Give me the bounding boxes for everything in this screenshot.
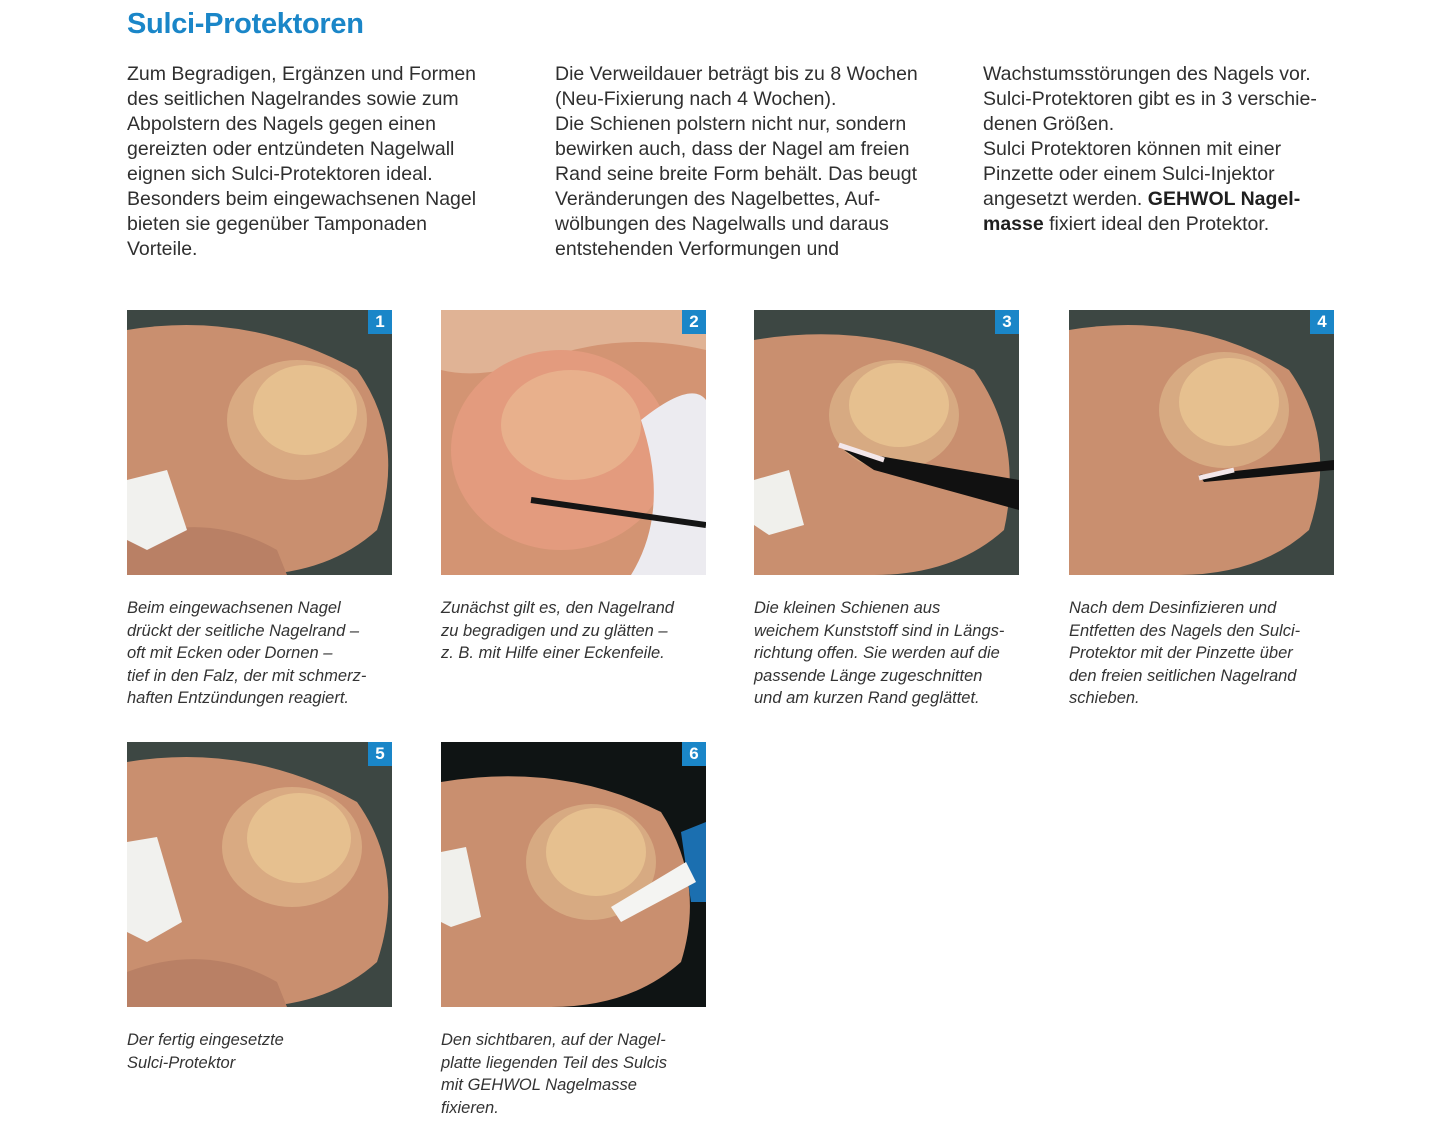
step-photo-6 <box>441 742 706 1007</box>
toe-nail-image <box>441 310 706 575</box>
caption-line: platte liegenden Teil des Sulcis <box>441 1053 667 1072</box>
caption-line: fixieren. <box>441 1098 499 1117</box>
product-name-bold: GEHWOL Nagel- <box>1147 188 1301 210</box>
caption-line: Protektor mit der Pinzette über <box>1069 644 1293 662</box>
intro-line: fixiert ideal den Protektor. <box>1043 213 1270 235</box>
intro-line: Vorteile. <box>127 238 198 260</box>
intro-line: gereizten oder entzündeten Nagelwall <box>127 138 455 160</box>
step-number-badge: 4 <box>1310 310 1334 334</box>
step-caption-6 <box>441 1029 731 1119</box>
intro-line: wölbungen des Nagelwalls und daraus <box>555 213 889 235</box>
caption-line: und am kurzen Rand geglättet. <box>754 689 980 707</box>
product-name-bold: masse <box>983 213 1044 235</box>
caption-line: weichem Kunststoff sind in Längs- <box>754 621 1005 640</box>
intro-column-2 <box>555 62 975 262</box>
caption-line: passende Länge zugeschnitten <box>754 666 983 685</box>
intro-column-1 <box>127 62 547 262</box>
step-photo-2 <box>441 310 706 575</box>
intro-line: Die Schienen polstern nicht nur, sondern <box>555 113 907 135</box>
intro-line: Abpolstern des Nagels gegen einen <box>127 113 436 135</box>
intro-line: Veränderungen des Nagelbettes, Auf- <box>555 188 881 210</box>
intro-line: denen Größen. <box>983 113 1115 135</box>
step-number-badge: 6 <box>682 742 706 766</box>
caption-line: Beim eingewachsenen Nagel <box>127 599 341 617</box>
step-photo-4 <box>1069 310 1334 575</box>
caption-line: haften Entzündungen reagiert. <box>127 689 350 707</box>
intro-line: Wachstumsstörungen des Nagels vor. <box>983 63 1311 85</box>
step-number-badge: 5 <box>368 742 392 766</box>
intro-line: angesetzt werden. <box>983 188 1143 210</box>
caption-line: oft mit Ecken oder Dornen – <box>127 644 333 662</box>
caption-line: Sulci-Protektor <box>127 1053 236 1072</box>
intro-line: des seitlichen Nagelrandes sowie zum <box>127 88 459 110</box>
step-number-badge: 2 <box>682 310 706 334</box>
intro-line: Rand seine breite Form behält. Das beugt <box>555 163 918 185</box>
step-photo-3 <box>754 310 1019 575</box>
step-caption-1 <box>127 597 417 710</box>
caption-line: Zunächst gilt es, den Nagelrand <box>441 599 674 617</box>
step-photo-1 <box>127 310 392 575</box>
step-photo-5 <box>127 742 392 1007</box>
intro-line: Zum Begradigen, Ergänzen und Formen <box>127 63 477 85</box>
caption-line: zu begradigen und zu glätten – <box>441 621 668 640</box>
step-number-badge: 1 <box>368 310 392 334</box>
toe-nail-image <box>127 742 392 1007</box>
intro-line: eignen sich Sulci-Protektoren ideal. <box>127 163 433 185</box>
step-number-badge: 3 <box>995 310 1019 334</box>
caption-line: z. B. mit Hilfe einer Eckenfeile. <box>441 644 665 662</box>
caption-line: Nach dem Desinfizieren und <box>1069 599 1277 617</box>
step-caption-2 <box>441 597 731 665</box>
intro-column-3 <box>983 62 1383 237</box>
intro-line: (Neu-Fixierung nach 4 Wochen). <box>555 88 837 110</box>
toe-nail-image <box>127 310 392 575</box>
step-caption-5 <box>127 1029 417 1074</box>
step-caption-4 <box>1069 597 1359 710</box>
caption-line: schieben. <box>1069 689 1140 707</box>
caption-line: Den sichtbaren, auf der Nagel- <box>441 1031 666 1049</box>
caption-line: drückt der seitliche Nagelrand – <box>127 621 360 640</box>
caption-line: richtung offen. Sie werden auf die <box>754 644 1000 662</box>
intro-line: Sulci-Protektoren gibt es in 3 verschie- <box>983 88 1317 110</box>
intro-line: Sulci Protektoren können mit einer <box>983 138 1282 160</box>
caption-line: Der fertig eingesetzte <box>127 1031 284 1049</box>
toe-nail-image <box>754 310 1019 575</box>
intro-line: Pinzette oder einem Sulci-Injektor <box>983 163 1275 185</box>
intro-line: bieten sie gegenüber Tamponaden <box>127 213 427 235</box>
caption-line: mit GEHWOL Nagelmasse <box>441 1076 637 1094</box>
intro-line: bewirken auch, dass der Nagel am freien <box>555 138 910 160</box>
intro-line: Die Verweildauer beträgt bis zu 8 Wochen <box>555 63 918 85</box>
caption-line: den freien seitlichen Nagelrand <box>1069 666 1297 685</box>
caption-line: Die kleinen Schienen aus <box>754 599 941 617</box>
caption-line: tief in den Falz, der mit schmerz- <box>127 666 367 685</box>
toe-nail-image <box>441 742 706 1007</box>
step-caption-3 <box>754 597 1044 710</box>
intro-line: entstehenden Verformungen und <box>555 238 840 260</box>
page-title: Sulci-Protektoren <box>127 8 364 40</box>
intro-line: Besonders beim eingewachsenen Nagel <box>127 188 477 210</box>
caption-line: Entfetten des Nagels den Sulci- <box>1069 621 1301 640</box>
toe-nail-image <box>1069 310 1334 575</box>
